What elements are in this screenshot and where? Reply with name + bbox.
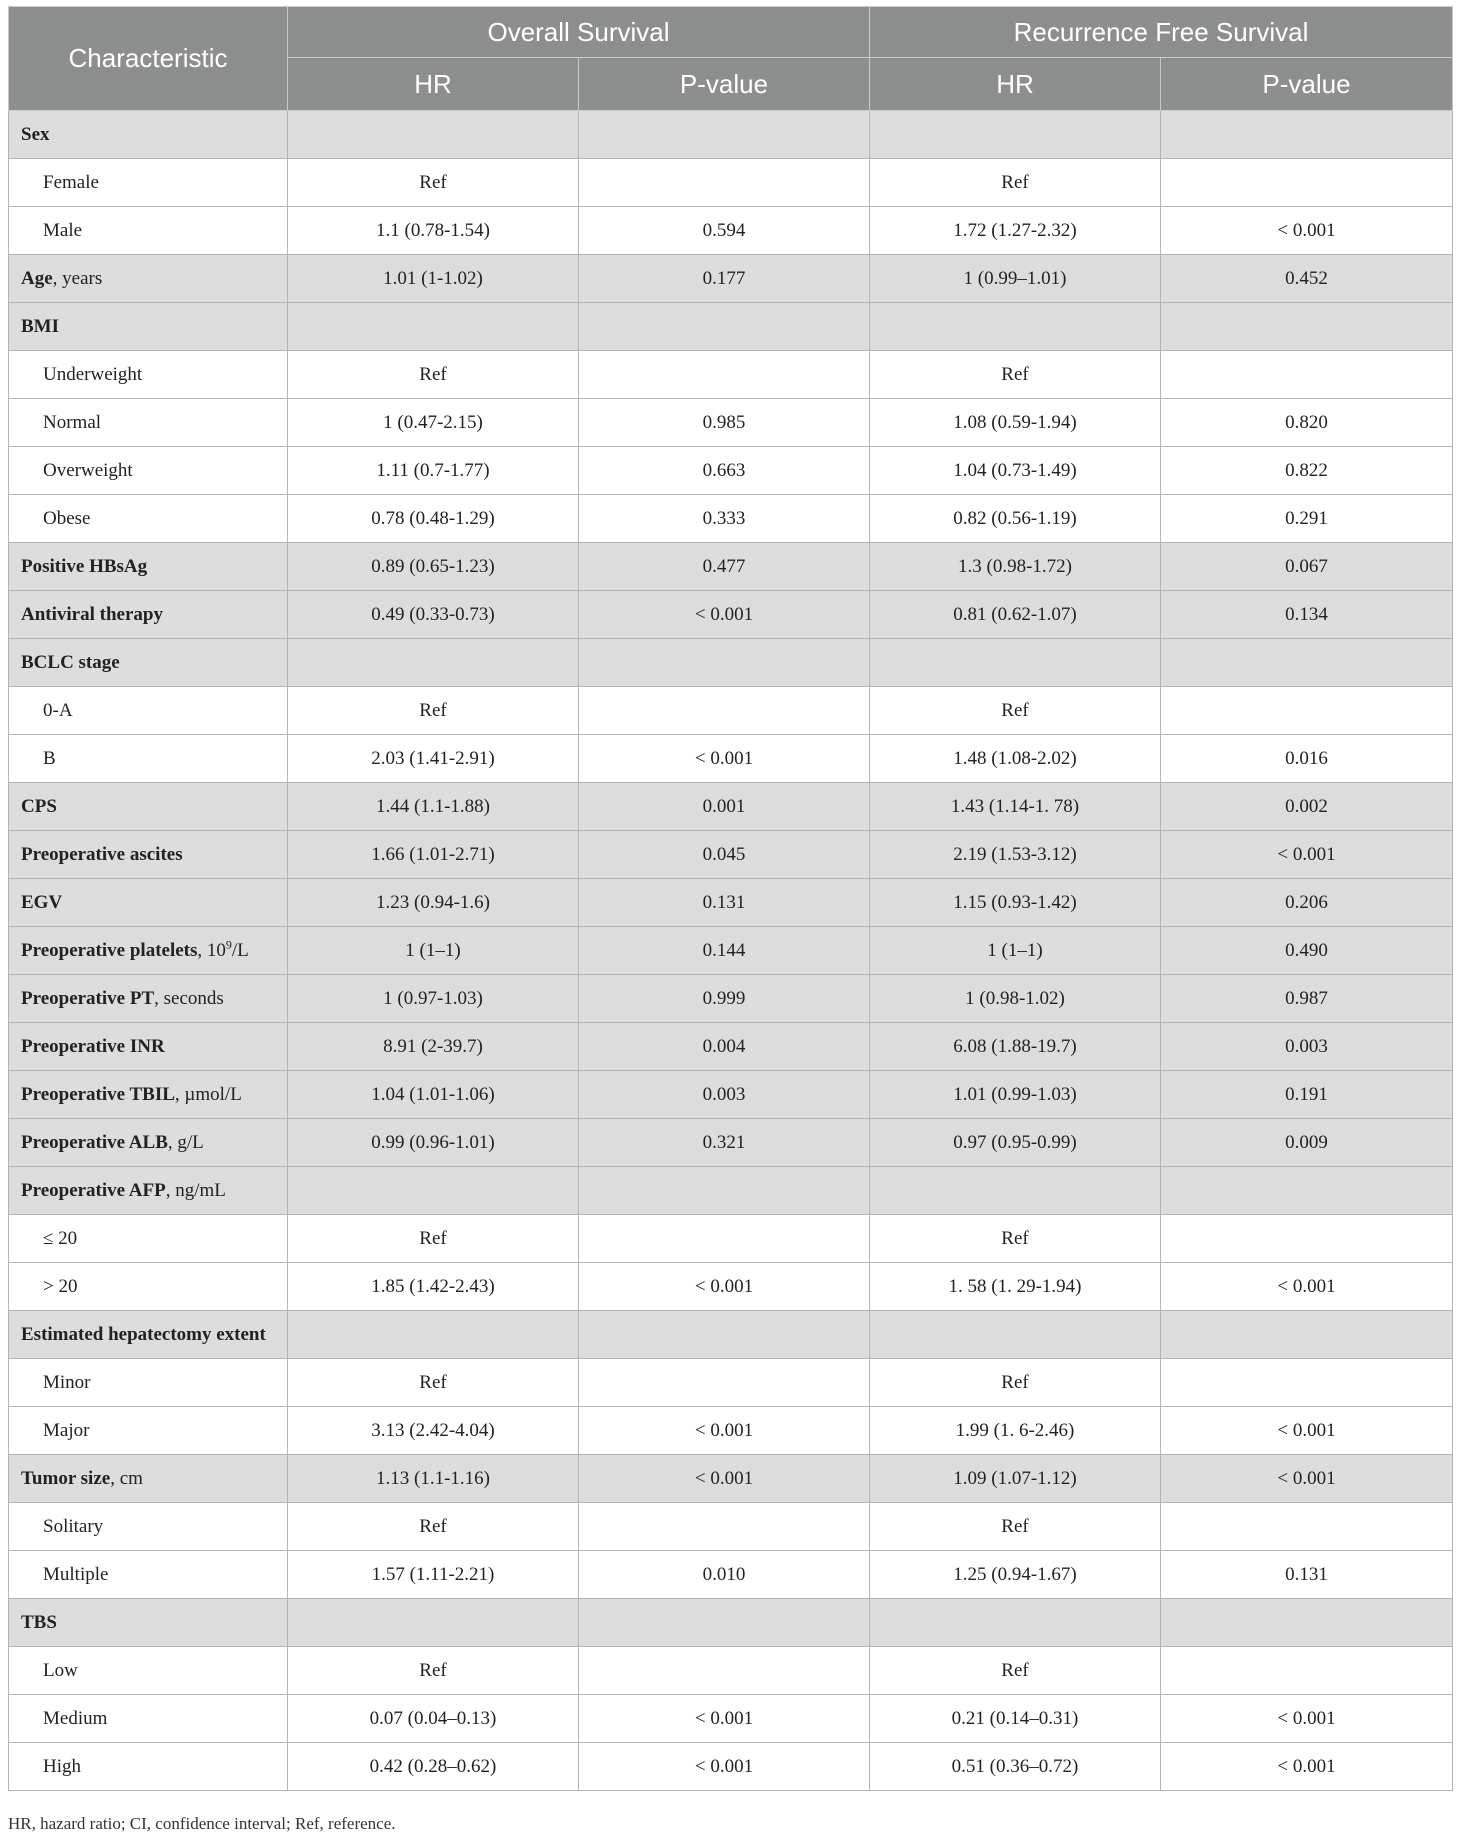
cell-os-hr: 1 (0.47-2.15) [288,399,579,447]
cell-rfs-hr: 1.3 (0.98-1.72) [870,543,1161,591]
cell-rfs-hr [870,1311,1161,1359]
table-row [9,1023,1453,1071]
cell-rfs-p-value: 0.452 [1161,255,1453,303]
characteristic-label: Preoperative AFP [21,1179,166,1201]
hazard-ratio-table [8,6,1453,1791]
cell-os-hr: 1.11 (0.7-1.77) [288,447,579,495]
cell-os-hr: 0.07 (0.04–0.13) [288,1695,579,1743]
cell-rfs-hr: 0.51 (0.36–0.72) [870,1743,1161,1791]
table-row [9,1743,1453,1791]
cell-rfs-hr: 1.43 (1.14-1. 78) [870,783,1161,831]
cell-characteristic [9,1119,288,1167]
table-row [9,1503,1453,1551]
cell-os-p-value: 0.594 [579,207,870,255]
table-row [9,495,1453,543]
cell-os-p-value: < 0.001 [579,1263,870,1311]
cell-characteristic: Female [9,159,288,207]
cell-characteristic: > 20 [9,1263,288,1311]
table-row [9,1071,1453,1119]
table-row [9,543,1453,591]
cell-rfs-hr: Ref [870,1647,1161,1695]
cell-rfs-p-value: 0.490 [1161,927,1453,975]
cell-os-p-value [579,687,870,735]
cell-rfs-p-value [1161,1215,1453,1263]
characteristic-label: Estimated hepatectomy extent [21,1323,266,1345]
cell-rfs-p-value [1161,1311,1453,1359]
table-row [9,351,1453,399]
cell-rfs-p-value: 0.987 [1161,975,1453,1023]
table-row [9,975,1453,1023]
cell-characteristic: Multiple [9,1551,288,1599]
cell-characteristic: Minor [9,1359,288,1407]
cell-rfs-hr: 1 (0.98-1.02) [870,975,1161,1023]
cell-rfs-p-value: < 0.001 [1161,1743,1453,1791]
table-row [9,111,1453,159]
cell-os-p-value: 0.045 [579,831,870,879]
characteristic-label: CPS [21,795,57,817]
cell-rfs-p-value: 0.003 [1161,1023,1453,1071]
table-row [9,1119,1453,1167]
characteristic-label: Preoperative platelets [21,939,198,961]
cell-os-hr: 0.49 (0.33-0.73) [288,591,579,639]
cell-os-p-value: < 0.001 [579,1743,870,1791]
table-row [9,447,1453,495]
cell-rfs-p-value: 0.822 [1161,447,1453,495]
cell-rfs-hr: Ref [870,1503,1161,1551]
table-body [9,111,1453,1791]
characteristic-label: Preoperative ALB [21,1131,168,1153]
cell-os-p-value [579,1311,870,1359]
cell-rfs-p-value [1161,351,1453,399]
cell-os-hr: Ref [288,159,579,207]
cell-os-p-value: 0.999 [579,975,870,1023]
table-row [9,1455,1453,1503]
cell-os-p-value: 0.144 [579,927,870,975]
cell-characteristic: B [9,735,288,783]
cell-os-hr [288,1311,579,1359]
cell-os-p-value: < 0.001 [579,1695,870,1743]
cell-os-hr: Ref [288,1215,579,1263]
cell-rfs-p-value: 0.016 [1161,735,1453,783]
table-row [9,1407,1453,1455]
table-row [9,1263,1453,1311]
cell-rfs-hr [870,639,1161,687]
cell-rfs-p-value: 0.134 [1161,591,1453,639]
cell-characteristic: Major [9,1407,288,1455]
cell-os-hr [288,303,579,351]
cell-os-p-value: 0.001 [579,783,870,831]
cell-os-hr: 1.1 (0.78-1.54) [288,207,579,255]
table-row [9,1647,1453,1695]
cell-os-p-value [579,1503,870,1551]
cell-rfs-p-value: 0.291 [1161,495,1453,543]
table-row [9,735,1453,783]
table-row [9,687,1453,735]
cell-os-hr: Ref [288,1647,579,1695]
cell-os-hr [288,1599,579,1647]
cell-characteristic: Medium [9,1695,288,1743]
cell-characteristic [9,1455,288,1503]
cell-characteristic [9,879,288,927]
table-row [9,1167,1453,1215]
header-overall-survival: Overall Survival [288,7,870,58]
cell-rfs-hr: 1.48 (1.08-2.02) [870,735,1161,783]
table-row [9,1599,1453,1647]
cell-os-p-value [579,111,870,159]
cell-characteristic [9,1599,288,1647]
cell-os-p-value: 0.333 [579,495,870,543]
cell-os-p-value: < 0.001 [579,1407,870,1455]
characteristic-label: BMI [21,315,59,337]
cell-rfs-p-value: < 0.001 [1161,1695,1453,1743]
cell-os-hr: 1.66 (1.01-2.71) [288,831,579,879]
cell-os-hr: Ref [288,687,579,735]
cell-os-p-value [579,639,870,687]
cell-characteristic [9,303,288,351]
table-row [9,159,1453,207]
cell-rfs-hr: Ref [870,351,1161,399]
cell-os-p-value: 0.010 [579,1551,870,1599]
cell-rfs-p-value: 0.206 [1161,879,1453,927]
cell-rfs-p-value [1161,1503,1453,1551]
table-row [9,399,1453,447]
cell-characteristic: Male [9,207,288,255]
cell-os-hr: 2.03 (1.41-2.91) [288,735,579,783]
cell-rfs-p-value [1161,1647,1453,1695]
cell-os-p-value: 0.004 [579,1023,870,1071]
cell-rfs-p-value [1161,1599,1453,1647]
characteristic-label: TBS [21,1611,57,1633]
cell-os-hr: 8.91 (2-39.7) [288,1023,579,1071]
cell-os-p-value [579,1167,870,1215]
cell-rfs-p-value [1161,111,1453,159]
cell-rfs-hr: Ref [870,159,1161,207]
characteristic-unit-suffix: /L [231,939,249,961]
cell-rfs-p-value: 0.009 [1161,1119,1453,1167]
cell-os-hr: 1.44 (1.1-1.88) [288,783,579,831]
cell-rfs-hr: 1.25 (0.94-1.67) [870,1551,1161,1599]
cell-os-p-value: < 0.001 [579,591,870,639]
table-row [9,831,1453,879]
cell-os-p-value [579,1359,870,1407]
cell-characteristic: Overweight [9,447,288,495]
cell-os-hr: Ref [288,1503,579,1551]
cell-os-p-value [579,351,870,399]
header-rfs-hr: HR [870,58,1161,111]
cell-rfs-p-value: 0.131 [1161,1551,1453,1599]
cell-characteristic: Underweight [9,351,288,399]
cell-characteristic [9,639,288,687]
header-os-p-value: P-value [579,58,870,111]
table-row [9,1695,1453,1743]
cell-os-hr: 0.78 (0.48-1.29) [288,495,579,543]
cell-os-hr: Ref [288,351,579,399]
cell-characteristic: Low [9,1647,288,1695]
cell-characteristic [9,255,288,303]
cell-os-hr: 1 (0.97-1.03) [288,975,579,1023]
cell-rfs-hr: 1.08 (0.59-1.94) [870,399,1161,447]
cell-os-p-value: 0.177 [579,255,870,303]
cell-rfs-hr: 1.09 (1.07-1.12) [870,1455,1161,1503]
cell-characteristic [9,1071,288,1119]
cell-rfs-hr: 1. 58 (1. 29-1.94) [870,1263,1161,1311]
cell-os-hr [288,639,579,687]
cell-os-hr: 0.42 (0.28–0.62) [288,1743,579,1791]
cell-os-p-value: 0.131 [579,879,870,927]
characteristic-label: Preoperative INR [21,1035,165,1057]
cell-rfs-hr: 0.81 (0.62-1.07) [870,591,1161,639]
header-rfs-p-value: P-value [1161,58,1453,111]
header-os-hr: HR [288,58,579,111]
table-row [9,1359,1453,1407]
cell-os-p-value: < 0.001 [579,735,870,783]
cell-rfs-hr: 1 (0.99–1.01) [870,255,1161,303]
cell-characteristic [9,591,288,639]
cell-characteristic: Solitary [9,1503,288,1551]
cell-os-hr: 1.04 (1.01-1.06) [288,1071,579,1119]
cell-os-hr: 1.57 (1.11-2.21) [288,1551,579,1599]
cell-rfs-p-value [1161,1359,1453,1407]
cell-os-hr: 1.13 (1.1-1.16) [288,1455,579,1503]
cell-rfs-p-value: 0.820 [1161,399,1453,447]
table-row [9,303,1453,351]
cell-rfs-hr: Ref [870,1215,1161,1263]
header-characteristic: Characteristic [9,7,288,111]
cell-rfs-hr: 2.19 (1.53-3.12) [870,831,1161,879]
cell-rfs-hr: Ref [870,687,1161,735]
characteristic-unit: , ng/mL [165,1179,226,1201]
table-row [9,255,1453,303]
cell-rfs-p-value [1161,1167,1453,1215]
characteristic-unit-superscript: 9 [225,937,232,952]
characteristic-unit: , years [52,267,103,289]
characteristic-unit: , g/L [167,1131,204,1153]
cell-rfs-hr [870,303,1161,351]
cell-rfs-hr [870,1599,1161,1647]
table-row [9,927,1453,975]
cell-rfs-p-value [1161,687,1453,735]
cell-characteristic [9,783,288,831]
characteristic-label: Antiviral therapy [21,603,163,625]
cell-characteristic: ≤ 20 [9,1215,288,1263]
cell-rfs-hr: 1 (1–1) [870,927,1161,975]
table-row [9,879,1453,927]
cell-rfs-p-value: < 0.001 [1161,831,1453,879]
table-footnote: HR, hazard ratio; CI, confidence interval; Ref, reference. [8,1814,396,1833]
table-row [9,1311,1453,1359]
characteristic-label: Preoperative ascites [21,843,183,865]
cell-rfs-hr [870,1167,1161,1215]
cell-rfs-hr: 1.01 (0.99-1.03) [870,1071,1161,1119]
cell-rfs-hr: 0.97 (0.95-0.99) [870,1119,1161,1167]
cell-characteristic: Normal [9,399,288,447]
header-recurrence-free-survival: Recurrence Free Survival [870,7,1453,58]
characteristic-label: Positive HBsAg [21,555,148,577]
characteristic-unit: , seconds [154,987,224,1009]
cell-characteristic [9,975,288,1023]
cell-os-p-value: 0.321 [579,1119,870,1167]
cell-rfs-hr: 1.04 (0.73-1.49) [870,447,1161,495]
cell-os-p-value: 0.663 [579,447,870,495]
cell-rfs-hr: 1.72 (1.27-2.32) [870,207,1161,255]
cell-os-p-value [579,1599,870,1647]
cell-os-p-value [579,1647,870,1695]
cell-os-p-value: 0.477 [579,543,870,591]
cell-characteristic [9,1167,288,1215]
cell-characteristic [9,831,288,879]
cell-os-p-value [579,159,870,207]
cell-characteristic [9,111,288,159]
cell-characteristic: High [9,1743,288,1791]
cell-rfs-p-value [1161,639,1453,687]
cell-characteristic [9,1023,288,1071]
cell-rfs-hr: 0.21 (0.14–0.31) [870,1695,1161,1743]
table-row [9,207,1453,255]
cell-rfs-p-value [1161,159,1453,207]
cell-os-hr: 1.01 (1-1.02) [288,255,579,303]
characteristic-unit: , 10 [197,939,226,961]
table-row [9,1551,1453,1599]
characteristic-label: Preoperative PT [21,987,155,1009]
cell-os-hr: 0.99 (0.96-1.01) [288,1119,579,1167]
cell-os-hr: 1.85 (1.42-2.43) [288,1263,579,1311]
cell-rfs-hr: 6.08 (1.88-19.7) [870,1023,1161,1071]
cell-rfs-hr [870,111,1161,159]
cell-os-hr [288,1167,579,1215]
cell-os-hr [288,111,579,159]
cell-rfs-p-value: < 0.001 [1161,1407,1453,1455]
cell-os-hr: Ref [288,1359,579,1407]
table-row [9,783,1453,831]
characteristic-label: EGV [21,891,63,913]
cell-characteristic [9,1311,288,1359]
cell-rfs-hr: Ref [870,1359,1161,1407]
cell-os-hr: 1.23 (0.94-1.6) [288,879,579,927]
cell-rfs-p-value: 0.067 [1161,543,1453,591]
cell-rfs-p-value: < 0.001 [1161,1263,1453,1311]
table-row [9,591,1453,639]
cell-rfs-p-value: 0.002 [1161,783,1453,831]
cell-os-p-value: 0.003 [579,1071,870,1119]
characteristic-label: Sex [21,123,50,145]
cell-characteristic [9,927,288,975]
cell-os-p-value: < 0.001 [579,1455,870,1503]
table-row [9,639,1453,687]
cell-os-p-value: 0.985 [579,399,870,447]
cell-characteristic: 0-A [9,687,288,735]
cell-characteristic: Obese [9,495,288,543]
characteristic-unit: , cm [110,1467,143,1489]
cell-os-p-value [579,303,870,351]
cell-os-hr: 1 (1–1) [288,927,579,975]
cell-rfs-p-value: < 0.001 [1161,207,1453,255]
cell-os-hr: 3.13 (2.42-4.04) [288,1407,579,1455]
table-row [9,1215,1453,1263]
cell-rfs-p-value [1161,303,1453,351]
cell-os-hr: 0.89 (0.65-1.23) [288,543,579,591]
cell-rfs-p-value: < 0.001 [1161,1455,1453,1503]
cell-os-p-value [579,1215,870,1263]
table-container [8,6,1452,1791]
characteristic-label: Preoperative TBIL [21,1083,175,1105]
cell-rfs-hr: 0.82 (0.56-1.19) [870,495,1161,543]
cell-rfs-hr: 1.99 (1. 6-2.46) [870,1407,1161,1455]
characteristic-label: BCLC stage [21,651,120,673]
characteristic-unit: , µmol/L [174,1083,242,1105]
table-header [9,7,1453,111]
cell-rfs-p-value: 0.191 [1161,1071,1453,1119]
characteristic-label: Tumor size [21,1467,111,1489]
cell-characteristic [9,543,288,591]
cell-rfs-hr: 1.15 (0.93-1.42) [870,879,1161,927]
characteristic-label: Age [21,267,53,289]
